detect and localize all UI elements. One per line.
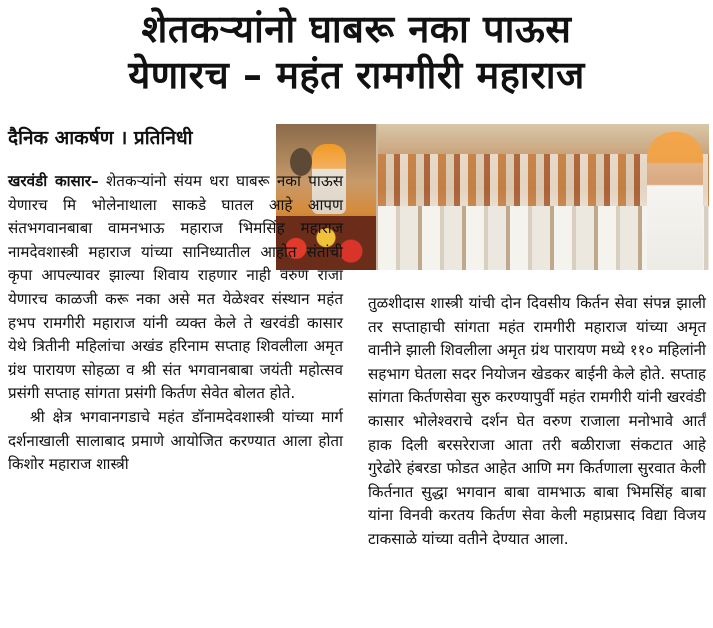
photo-man-turban (647, 132, 703, 270)
article-paragraph (8, 170, 343, 406)
article-column-right (368, 292, 706, 552)
article-text: शेतकऱ्यांनो संयम धरा घाबरू नका पाऊस येणारच मि भोलेनाथाला साकडे घातल आहे आपण संतभगवानबाबा वामनभाऊ महाराज भिमसिंह महाराज नामदेवशास्त्री महाराज यांच्या सानिध्यातील आहोत संतांची कृपा आपल्यावर झाल्या शिवाय राहणार नाही वरुण राजा येणारच काळजी करू नका असे मत येळेश्वर संस्थान महंत हभप रामगीरी महाराज यांनी व्यक्त केले ते खरवंडी कासार येथे त्रितीनी महिलांचा अखंड हरिनाम सप्ताह शिवलीला अमृत ग्रंथ पारायण सोहळा व श्री संत भगवानबाबा जयंती महोत्सव प्रसंगी सप्ताह सांगता प्रसंगी किर्तण सेवेत बोलत होते. (8, 172, 344, 403)
byline: दैनिक आकर्षण । प्रतिनिधी (8, 127, 193, 149)
headline (0, 6, 713, 98)
dateline: खरवंडी कासार– (8, 172, 99, 190)
headline-line-2: येणारच – महंत रामगीरी महाराज (128, 53, 585, 97)
article-paragraph: तुळशीदास शास्त्री यांची दोन दिवसीय किर्तन सेवा संपन्न झाली तर सप्ताहाची सांगता महंत रामगीरी महाराज यांच्या अमृत वानीने झाली शिवलीला अमृत ग्रंथ पारायण मध्ये ११० महिलांनी सहभाग घेतला सदर नियोजन खेडकर बाईनी केले होते. सप्ताह सांगता किर्तणसेवा सुरु करण्यापुर्वी महंत रामगीरी यांनी खरवंडी कासार भोलेश्वराचे दर्शन घेत वरुण राजाला मनोभावे आर्तं हाक दिली बरसरेराजा आता तरी बळीराजा संकटात आहे गुरेढोरे हंबरडा फोडत आहेत आणि मग किर्तणाला सुरवात केली किर्तनात सुद्धा भगवान बाबा वामभाऊ बाबा भिमसिंह बाबा यांना विनवी करतय किर्तण सेवा केली महाप्रसाद विद्या विजय टाकसाळे यांच्या वतीने देण्यात आला. (368, 294, 706, 548)
photo-congregation (378, 124, 709, 270)
article-paragraph: श्री क्षेत्र भगवानगडाचे महंत डॉनामदेवशास्त्री यांच्या मार्ग दर्शनाखाली सालाबाद प्रमाणे आयोजित करण्यात आला होता किशोर महाराज शास्त्री (8, 407, 343, 474)
headline-line-1: शेतकऱ्यांनो घाबरू नका पाऊस (141, 7, 572, 51)
article-column-left (8, 170, 343, 477)
